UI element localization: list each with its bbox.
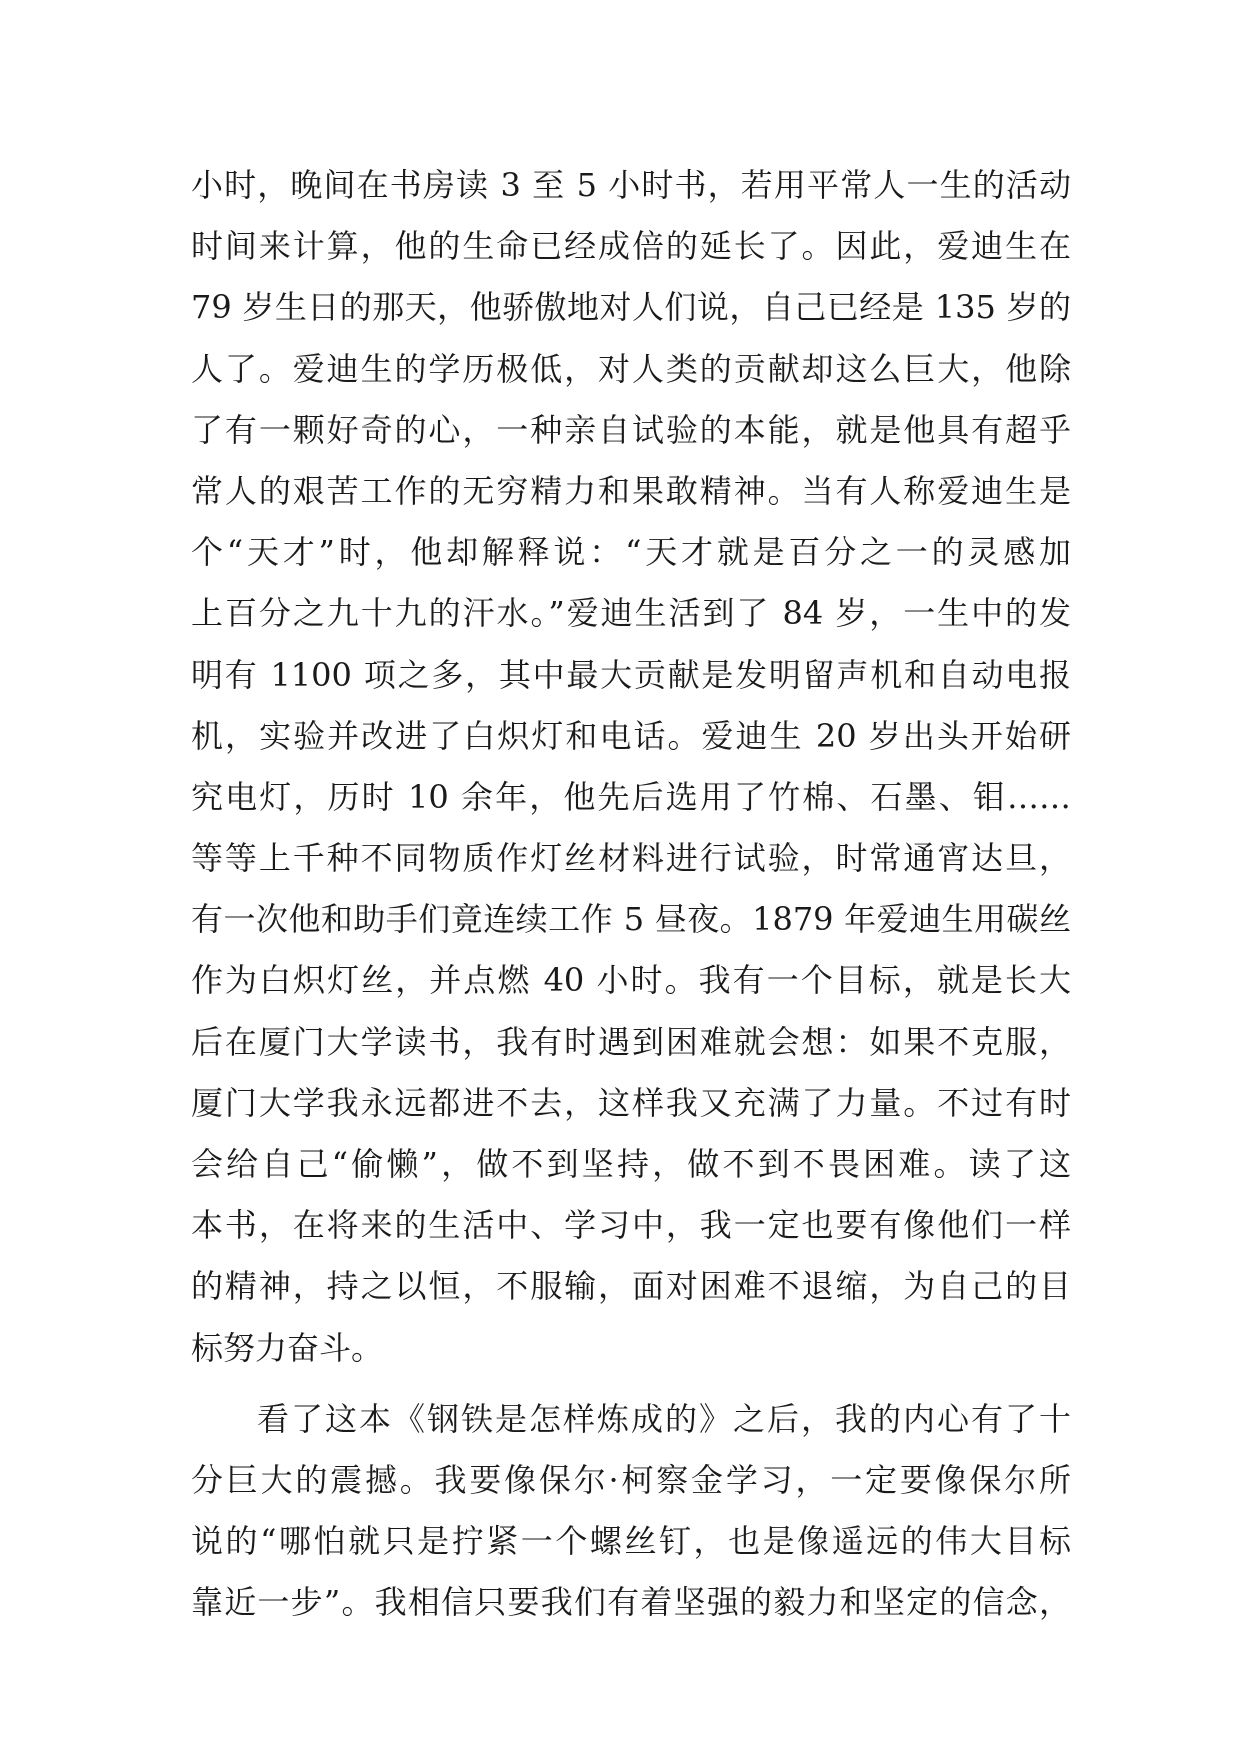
text-line: 会给自己“偷懒”，做不到坚持，做不到不畏困难。读了这 — [191, 1145, 1071, 1183]
text-line: 机，实验并改进了白炽灯和电话。爱迪生 20 岁出头开始研 — [191, 716, 1071, 755]
text-line: 作为白炽灯丝，并点燃 40 小时。我有一个目标，就是长大 — [191, 961, 1071, 1000]
text-line: 了有一颗好奇的心，一种亲自试验的本能，就是他具有超乎 — [191, 410, 1071, 449]
text-line: 看了这本《钢铁是怎样炼成的》之后，我的内心有了十 — [257, 1399, 1071, 1438]
document-body — [191, 155, 1071, 1634]
text-line: 的精神，持之以恒，不服输，面对困难不退缩，为自己的目 — [191, 1267, 1071, 1306]
paragraph-2 — [191, 1389, 1071, 1634]
text-line: 究电灯，历时 10 余年，他先后选用了竹棉、石墨、钼…… — [191, 777, 1071, 816]
text-line: 小时，晚间在书房读 3 至 5 小时书，若用平常人一生的活动 — [191, 166, 1071, 204]
text-line: 等等上千种不同物质作灯丝材料进行试验，时常通宵达旦， — [191, 839, 1071, 878]
text-line: 时间来计算，他的生命已经成倍的延长了。因此，爱迪生在 — [191, 227, 1071, 266]
text-line: 有一次他和助手们竟连续工作 5 昼夜。1879 年爱迪生用碳丝 — [191, 900, 1071, 939]
text-line: 明有 1100 项之多，其中最大贡献是发明留声机和自动电报 — [191, 655, 1071, 694]
text-line: 79 岁生日的那天，他骄傲地对人们说，自己已经是 135 岁的 — [191, 288, 1071, 327]
text-line: 靠近一步”。我相信只要我们有着坚强的毅力和坚定的信念， — [191, 1583, 1071, 1622]
text-line: 常人的艰苦工作的无穷精力和果敢精神。当有人称爱迪生是 — [191, 471, 1071, 510]
paragraph-spacer — [191, 1379, 1071, 1389]
text-line: 上百分之九十九的汗水。”爱迪生活到了 84 岁，一生中的发 — [191, 594, 1071, 633]
text-line: 后在厦门大学读书，我有时遇到困难就会想：如果不克服， — [191, 1022, 1071, 1061]
text-line: 人了。爱迪生的学历极低，对人类的贡献却这么巨大，他除 — [191, 349, 1071, 388]
text-line: 分巨大的震撼。我要像保尔·柯察金学习，一定要像保尔所 — [191, 1460, 1071, 1499]
text-line: 说的“哪怕就只是拧紧一个螺丝钉，也是像遥远的伟大目标 — [191, 1522, 1071, 1561]
text-line: 本书，在将来的生活中、学习中，我一定也要有像他们一样 — [191, 1206, 1071, 1245]
text-line: 标努力奋斗。 — [191, 1328, 384, 1367]
text-line: 厦门大学我永远都进不去，这样我又充满了力量。不过有时 — [191, 1083, 1071, 1122]
paragraph-1 — [191, 155, 1071, 1379]
text-line: 个“天才”时，他却解释说：“天才就是百分之一的灵感加 — [191, 533, 1071, 572]
